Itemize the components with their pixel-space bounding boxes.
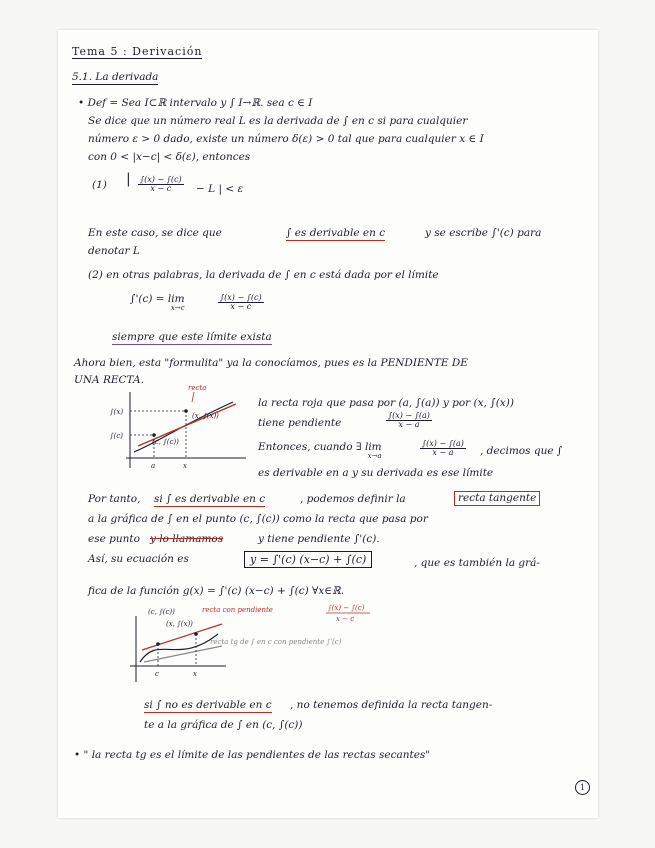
eq2-numerator: ∫(x) − ∫(c) [220,293,262,302]
eq1-fraction [138,176,184,193]
tangent-line-4a: Así, su ecuación es [88,553,189,565]
point-x [184,409,188,413]
secant-desc-3-sub: x→a [367,451,382,460]
tangent-equation-box: y = ∫'(c) (x−c) + ∫(c) [244,551,372,568]
fig2-red-label: recta con pendiente [202,606,273,614]
fig-recta-label: recta [188,384,207,392]
eq1-numerator: ∫(x) − ∫(c) [140,175,182,184]
secant-line-1: Ahora bien, esta "formulita" ya la conocíamos, pues es la PENDIENTE DE [74,357,468,369]
secant-desc-3-frac [420,440,466,457]
fig2-pc-label: (c, ∫(c)) [148,608,175,616]
eq2-denominator: x − c [230,302,252,311]
definition-line-4c: y se escribe ∫'(c) para [425,227,542,239]
tangent-strike: y lo llamamos [150,533,224,545]
fig-a-label: a [151,462,156,470]
tangent-line-3a: ese punto [88,533,140,545]
page-number: 1 [575,780,590,795]
secant-desc-3a: Entonces, cuando ∃ lim [258,441,382,453]
fig-pc-label: (c, ∫(c)) [152,438,179,446]
eq1-label: (1) [92,179,107,191]
definition-line-4a: En este caso, se dice que [88,227,222,239]
fig2-px-label: (x, ∫(x)) [166,620,193,628]
tangent-line-3c: y tiene pendiente ∫'(c). [258,533,380,545]
closing-line-1b: , no tenemos definida la recta tangen- [290,699,493,711]
eq1-rest: − L | < ε [196,183,244,195]
section-title: 5.1. La derivada [72,71,159,83]
secant-desc-3 [258,442,382,460]
tangent-line-1a: Por tanto, [88,493,141,505]
page-title: Tema 5 : Derivación [72,45,203,58]
secant-slope [386,412,432,429]
secant-desc-4: es derivable en a y su derivada es ese límite [258,467,494,479]
fig2-gray-label: recta tg de ∫ en c con pendiente ∫'(c) [210,638,342,646]
eq2-lim [130,294,185,312]
derivable-phrase: ∫ es derivable en c [286,227,386,239]
fig2-red-num: ∫(x) − ∫(c) [328,604,365,612]
fig-x-label: x [183,462,187,470]
definition-line-1: Se dice que un número real L es la derivada de ∫ en c si para cualquier [88,115,468,127]
fig2-x-label: x [193,670,197,678]
secant-desc-3b: , decimos que ∫ [480,445,563,457]
definition-lead: • Def = Sea I⊂ℝ intervalo y ∫ I→ℝ. sea c ∈ I [78,97,313,109]
tangent-figure [118,604,438,686]
eq1-bar-left: | [126,171,131,187]
limit-exists-note: siempre que este límite exista [112,331,272,343]
definition-line-6: (2) en otras palabras, la derivada de ∫ en c está dada por el límite [88,269,439,281]
tangent-line-1c: , podemos definir la [300,493,406,505]
secant-figure [108,382,248,472]
tangent-term-box: recta tangente [454,491,540,506]
eq1-denominator: x − c [150,184,172,193]
fig-recta-arrow [192,392,194,402]
tangent-line-2: a la gráfica de ∫ en el punto (c, ∫(c)) como la recta que pasa por [88,513,428,525]
tangent-gray-line [144,646,222,662]
secant-desc-1: la recta roja que pasa por (a, ∫(a)) y por (x, ∫(x)) [258,397,514,409]
eq2-sub: x→c [170,303,185,312]
secant-desc-3-num: ∫(x) − ∫(a) [422,439,464,448]
eq2-fraction [218,294,264,311]
secant-desc-3-den: x − a [432,448,454,457]
tangent-line-4c: , que es también la grá- [414,557,540,569]
eq2-lhs: ∫'(c) = lim [130,293,185,305]
fig2-red-den: x − c [336,615,355,623]
fig-px-label: (x, ∫(x)) [192,412,219,420]
secant-line-2: UNA RECTA. [74,374,144,386]
closing-line-2: te a la gráfica de ∫ en (c, ∫(c)) [144,719,303,731]
definition-line-2: número ε > 0 dado, existe un número δ(ε) > 0 tal que para cualquier x ∈ I [88,133,484,145]
fig2-c-label: c [155,670,159,678]
fig-fx-label: ∫(x) [110,408,124,416]
fig-fc-label: ∫(c) [110,432,124,440]
secant-slope-den: x − a [398,420,420,429]
definition-line-3: con 0 < |x−c| < δ(ε), entonces [88,151,251,163]
tangent-condition: si ∫ es derivable en c [154,493,266,505]
secant-slope-num: ∫(x) − ∫(a) [388,411,430,420]
definition-line-5: denotar L [88,245,140,257]
tangent-point-x [194,632,198,636]
tangent-line-5: fica de la función g(x) = ∫'(c) (x−c) + ∫(c) ∀x∈ℝ. [88,585,345,597]
tangent-point-c [156,642,160,646]
point-c [152,433,156,437]
not-derivable-phrase: si ∫ no es derivable en c [144,699,272,711]
secant-desc-2: tiene pendiente [258,417,342,429]
closing-quote: • " la recta tg es el límite de las pendientes de las rectas secantes" [74,749,431,761]
